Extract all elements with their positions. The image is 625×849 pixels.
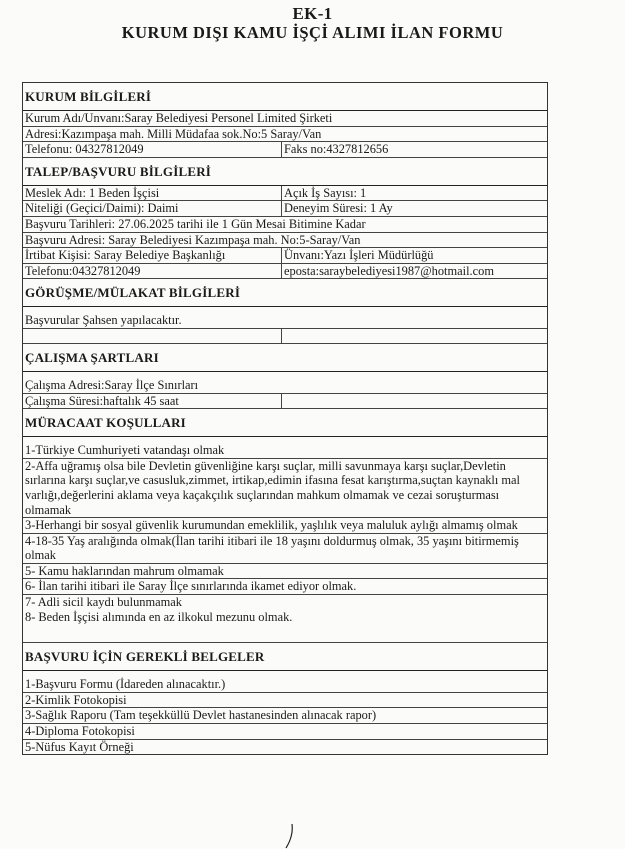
gorusme-empty-cell-right (282, 329, 547, 343)
calisma-sure-row (23, 394, 547, 410)
pen-stroke-mark (280, 822, 300, 849)
section-gerekli-belgeler: BAŞVURU İÇİN GEREKLİ BELGELER (23, 643, 547, 671)
section-calisma-sartlari: ÇALIŞMA ŞARTLARI (23, 344, 547, 372)
belge-item-4: 4-Diploma Fotokopisi (23, 724, 547, 740)
talep-row-2 (23, 201, 547, 217)
basvuru-tarihleri: Başvuru Tarihleri: 27.06.2025 tarihi ile 1 Gün Mesai Bitimine Kadar (23, 217, 547, 233)
section-muracaat-kosullari: MÜRACAAT KOŞULLARI (23, 409, 547, 437)
irtibat-kisisi: İrtibat Kişisi: Saray Belediye Başkanlığı (23, 248, 282, 263)
belge-item-2: 2-Kimlik Fotokopisi (23, 693, 547, 709)
talep-row-iletisim (23, 264, 547, 280)
muracaat-bottom-spacer (23, 624, 547, 643)
calisma-suresi: Çalışma Süresi:haftalık 45 saat (23, 394, 282, 409)
muracaat-item-6: 6- İlan tarihi itibari ile Saray İlçe sınırlarında ikamet ediyor olmak. (23, 579, 547, 595)
niteligi: Niteliği (Geçici/Daimi): Daimi (23, 201, 282, 216)
muracaat-item-4: 4-18-35 Yaş aralığında olmak(İlan tarihi itibari ile 18 yaşını doldurmuş olmak, 35 yaşını bitirmemiş olmak (23, 534, 547, 564)
belge-item-3: 3-Sağlık Raporu (Tam teşekküllü Devlet hastanesinden alınacak rapor) (23, 708, 547, 724)
muracaat-item-7: 7- Adli sicil kaydı bulunmamak (25, 595, 182, 610)
talep-telefon: Telefonu:04327812049 (23, 264, 282, 279)
gorusme-empty-row (23, 329, 547, 344)
form-title: KURUM DIŞI KAMU İŞÇİ ALIMI İLAN FORMU (121, 23, 504, 42)
announcement-form (22, 82, 548, 755)
kurum-faks: Faks no:4327812656 (284, 142, 389, 157)
belge-item-5: 5-Nüfus Kayıt Örneği (25, 739, 134, 754)
talep-row-irtibat (23, 248, 547, 264)
talep-eposta: eposta:saraybelediyesi1987@hotmail.com (284, 263, 494, 278)
section-gorusme-mulakat: GÖRÜŞME/MÜLAKAT BİLGİLERİ (23, 279, 547, 307)
section-talep-basvuru: TALEP/BAŞVURU BİLGİLERİ (23, 158, 547, 186)
gorusme-empty-cell-left (23, 329, 282, 343)
kurum-iletisim-row (23, 142, 547, 158)
section-kurum-bilgileri: KURUM BİLGİLERİ (23, 83, 547, 111)
meslek-adi: Meslek Adı: 1 Beden İşçisi (23, 186, 282, 201)
muracaat-item-8: 8- Beden İşçisi alımında en az ilkokul mezunu olmak. (25, 609, 293, 624)
muracaat-item-2: 2-Affa uğramış olsa bile Devletin güvenliğine karşı suçlar, milli savunmaya karşı suçlar,Devletin sırlarına karşı suçlar,ve casusluk,zimmet, irtikap,edimin ifasına fesat karıştırma,suçtan kaynaklı mal varlığı,değerlerini aklama veya kaçakçılık suçlarından mahkum olmamak ve cezai soruşturması olmamak (23, 459, 547, 518)
irtibat-unvani: Ünvanı:Yazı İşleri Müdürlüğü (284, 248, 434, 263)
deneyim-suresi: Deneyim Süresi: 1 Ay (284, 201, 393, 216)
talep-row-1 (23, 186, 547, 202)
kurum-telefon: Telefonu: 04327812049 (23, 142, 282, 157)
calisma-empty-cell (282, 394, 547, 409)
belge-item-1: 1-Başvuru Formu (İdareden alınacaktır.) (23, 677, 547, 693)
kurum-adres: Adresi:Kazımpaşa mah. Milli Müdafaa sok.No:5 Saray/Van (23, 127, 547, 143)
basvuru-adresi: Başvuru Adresi: Saray Belediyesi Kazımpaşa mah. No:5-Saray/Van (23, 233, 547, 249)
gorusme-text: Başvurular Şahsen yapılacaktır. (23, 313, 547, 329)
muracaat-item-3: 3-Herhangi bir sosyal güvenlik kurumundan emeklilik, yaşlılık veya maluluk aylığı almamış olmak (23, 518, 547, 534)
calisma-adresi: Çalışma Adresi:Saray İlçe Sınırları (23, 378, 547, 394)
muracaat-item-5: 5- Kamu haklarından mahrum olmamak (23, 564, 547, 580)
acik-is-sayisi: Açık İş Sayısı: 1 (284, 185, 367, 200)
kurum-adi: Kurum Adı/Unvanı:Saray Belediyesi Personel Limited Şirketi (23, 111, 547, 127)
muracaat-item-1: 1-Türkiye Cumhuriyeti vatandaşı olmak (23, 443, 547, 459)
form-annex-label: EK-1 (292, 4, 333, 23)
